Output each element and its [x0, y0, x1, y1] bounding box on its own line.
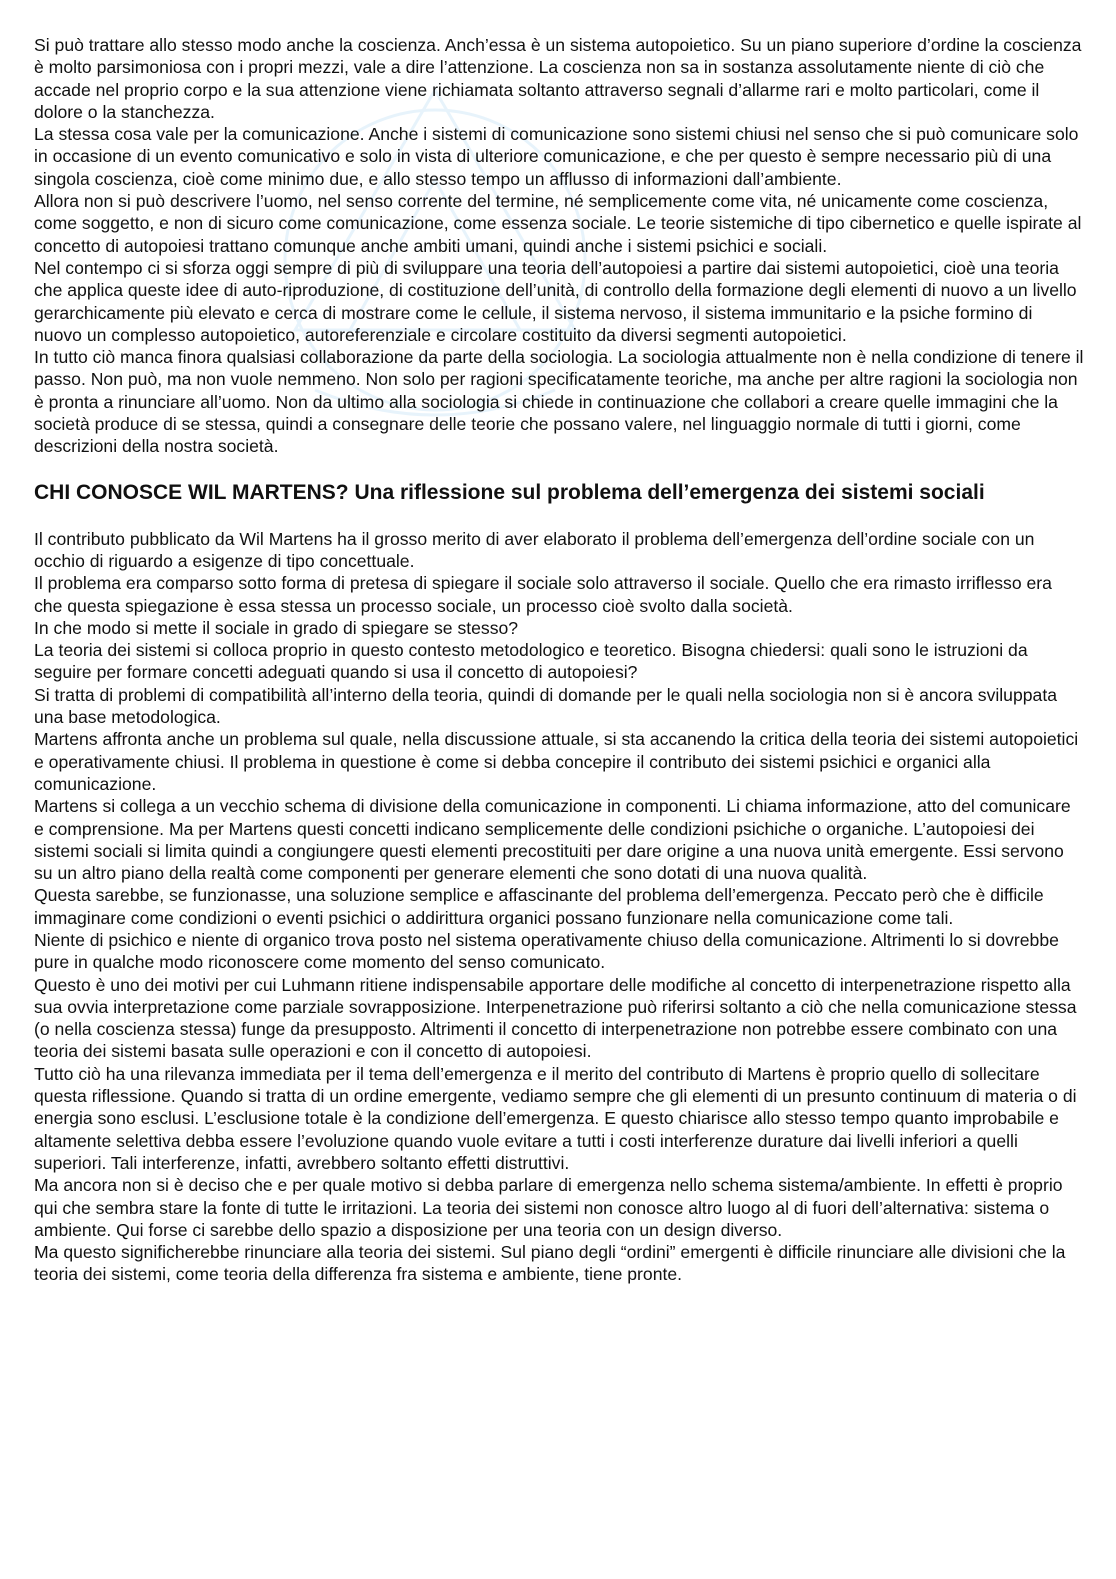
paragraph: Il problema era comparso sotto forma di pretesa di spiegare il sociale solo attraverso il sociale. Quello che era rimasto irriflesso era che questa spiegazione è essa stessa un processo sociale, un processo cioè svolto dalla società.	[34, 573, 1052, 616]
paragraph: Si tratta di problemi di compatibilità all’interno della teoria, quindi di domande per le quali nella sociologia non si è ancora sviluppata una base metodologica.	[34, 684, 1057, 728]
paragraph: Martens si collega a un vecchio schema di divisione della comunicazione in componenti. Li chiama informazione, atto del comunicare e comprensione. Ma per Martens questi concetti indicano semplicemente delle condizioni psichiche o organiche. L’autopoiesi dei sistemi sociali si limita quindi a congiungere questi elementi precostituiti per dare origine a una nuova unità emergente. Essi servono su un altro piano della realtà come componenti per generare elementi che sono dotati di una nuova qualità.	[34, 796, 1071, 884]
paragraph: La stessa cosa vale per la comunicazione. Anche i sistemi di comunicazione sono sistemi chiusi nel senso che si può comunicare solo in occasione di un evento comunicativo e solo in vista di ulteriore comunicazione, e che per questo è sempre necessario più di una singola coscienza, cioè come minimo due, e allo stesso tempo un afflusso di informazioni dall’ambiente.	[34, 124, 1079, 189]
paragraph: Tutto ciò ha una rilevanza immediata per il tema dell’emergenza e il merito del contributo di Martens è proprio quello di sollecitare questa riflessione. Quando si tratta di un ordine emergente, vediamo sempre che gli elementi di un presunto continuum di materia o di energia sono esclusi. L’esclusione totale è la condizione dell’emergenza. E questo chiarisce allo stesso tempo quanto improbabile e altamente selettiva debba essere l’evoluzione quando vuole evitare a tutti i costi interferenze durature dai livelli inferiori a quelli superiori. Tali interferenze, infatti, avrebbero soltanto effetti distruttivi.	[34, 1063, 1077, 1173]
paragraph: In tutto ciò manca finora qualsiasi collaborazione da parte della sociologia. La sociologia attualmente non è nella condizione di tenere il passo. Non può, ma non vuole nemmeno. Non solo per ragioni specificatamente teoriche, ma anche per altre ragioni la sociologia non è pronta a rinunciare all’uomo. Non da ultimo alla sociologia si chiede in continuazione che collabori a creare quelle immagini che la società produce di se stessa, quindi a consegnare delle teorie che possano valere, nel linguaggio normale di tutti i giorni, come descrizioni della nostra società.	[34, 347, 1084, 457]
section-martens	[34, 528, 1084, 1286]
section-heading: CHI CONOSCE WIL MARTENS? Una riflessione sul problema dell’emergenza dei sistemi sociali	[34, 480, 985, 504]
paragraph: Questa sarebbe, se funzionasse, una soluzione semplice e affascinante del problema dell’emergenza. Peccato però che è difficile immaginare come condizioni o eventi psichici o addirittura organici possano funzionare nella comunicazione come tali.	[34, 885, 1044, 928]
section-intro	[34, 34, 1084, 458]
paragraph: Ma ancora non si è deciso che e per quale motivo si debba parlare di emergenza nello schema sistema/ambiente. In effetti è proprio qui che sembra stare la fonte di tutte le irritazioni. La teoria dei sistemi non conosce altro luogo al di fuori dell’alternativa: sistema o ambiente. Qui forse ci sarebbe dello spazio a disposizione per una teoria con un design diverso.	[34, 1175, 1063, 1240]
paragraph: Niente di psichico e niente di organico trova posto nel sistema operativamente chiuso della comunicazione. Altrimenti lo si dovrebbe pure in qualche modo riconoscere come momento del senso comunicato.	[34, 929, 1059, 973]
paragraph: Si può trattare allo stesso modo anche la coscienza. Anch’essa è un sistema autopoietico. Su un piano superiore d’ordine la coscienza è molto parsimoniosa con i propri mezzi, vale a dire l’attenzione. La coscienza non sa in sostanza assolutamente niente di ciò che accade nel proprio corpo e la sua attenzione viene richiamata soltanto attraverso segnali d’allarme rari e molto particolari, come il dolore o la stanchezza.	[34, 35, 1082, 122]
paragraph: Questo è uno dei motivi per cui Luhmann ritiene indispensabile apportare delle modifiche al concetto di interpenetrazione rispetto alla sua ovvia interpretazione come parziale sovrapposizione. Interpenetrazione può riferirsi soltanto a ciò che nella comunicazione stessa (o nella coscienza stessa) funge da presupposto. Altrimenti il concetto di interpenetrazione non potrebbe essere combinato con una teoria dei sistemi basata sulle operazioni e con il concetto di autopoiesi.	[34, 974, 1077, 1062]
paragraph: Il contributo pubblicato da Wil Martens ha il grosso merito di aver elaborato il problema dell’emergenza dell’ordine sociale con un occhio di riguardo a esigenze di tipo concettuale.	[34, 528, 1035, 571]
paragraph: In che modo si mette il sociale in grado di spiegare se stesso?	[34, 617, 519, 638]
paragraph: Nel contempo ci si sforza oggi sempre di più di sviluppare una teoria dell’autopoiesi a partire dai sistemi autopoietici, cioè una teoria che applica queste idee di auto-riproduzione, di costituzione dell’unità, di controllo della formazione degli elementi di nuovo a un livello gerarchicamente più elevato e cerca di mostrare come le cellule, il sistema nervoso, il sistema immunitario e la psiche formino di nuovo un complesso autopoietico, autoreferenziale e circolare costituito da diversi segmenti autopoietici.	[34, 257, 1077, 345]
document-page	[34, 34, 1084, 1286]
paragraph: Allora non si può descrivere l’uomo, nel senso corrente del termine, né semplicemente come vita, né unicamente come coscienza, come soggetto, e non di sicuro come comunicazione, come essenza sociale. Le teorie sistemiche di tipo cibernetico e quelle ispirate al concetto di autopoiesi trattano comunque anche ambiti umani, quindi anche i sistemi psichici e sociali.	[34, 191, 1082, 256]
paragraph: La teoria dei sistemi si colloca proprio in questo contesto metodologico e teoretico. Bisogna chiedersi: quali sono le istruzioni da seguire per formare concetti adeguati quando si usa il concetto di autopoiesi?	[34, 640, 1028, 683]
paragraph: Ma questo significherebbe rinunciare alla teoria dei sistemi. Sul piano degli “ordini” emergenti è difficile rinunciare alle divisioni che la teoria dei sistemi, come teoria della differenza fra sistema e ambiente, tiene pronte.	[34, 1242, 1066, 1285]
paragraph: Martens affronta anche un problema sul quale, nella discussione attuale, si sta accanendo la critica della teoria dei sistemi autopoietici e operativamente chiusi. Il problema in questione è come si debba concepire il contributo dei sistemi psichici e organici alla comunicazione.	[34, 729, 1079, 794]
